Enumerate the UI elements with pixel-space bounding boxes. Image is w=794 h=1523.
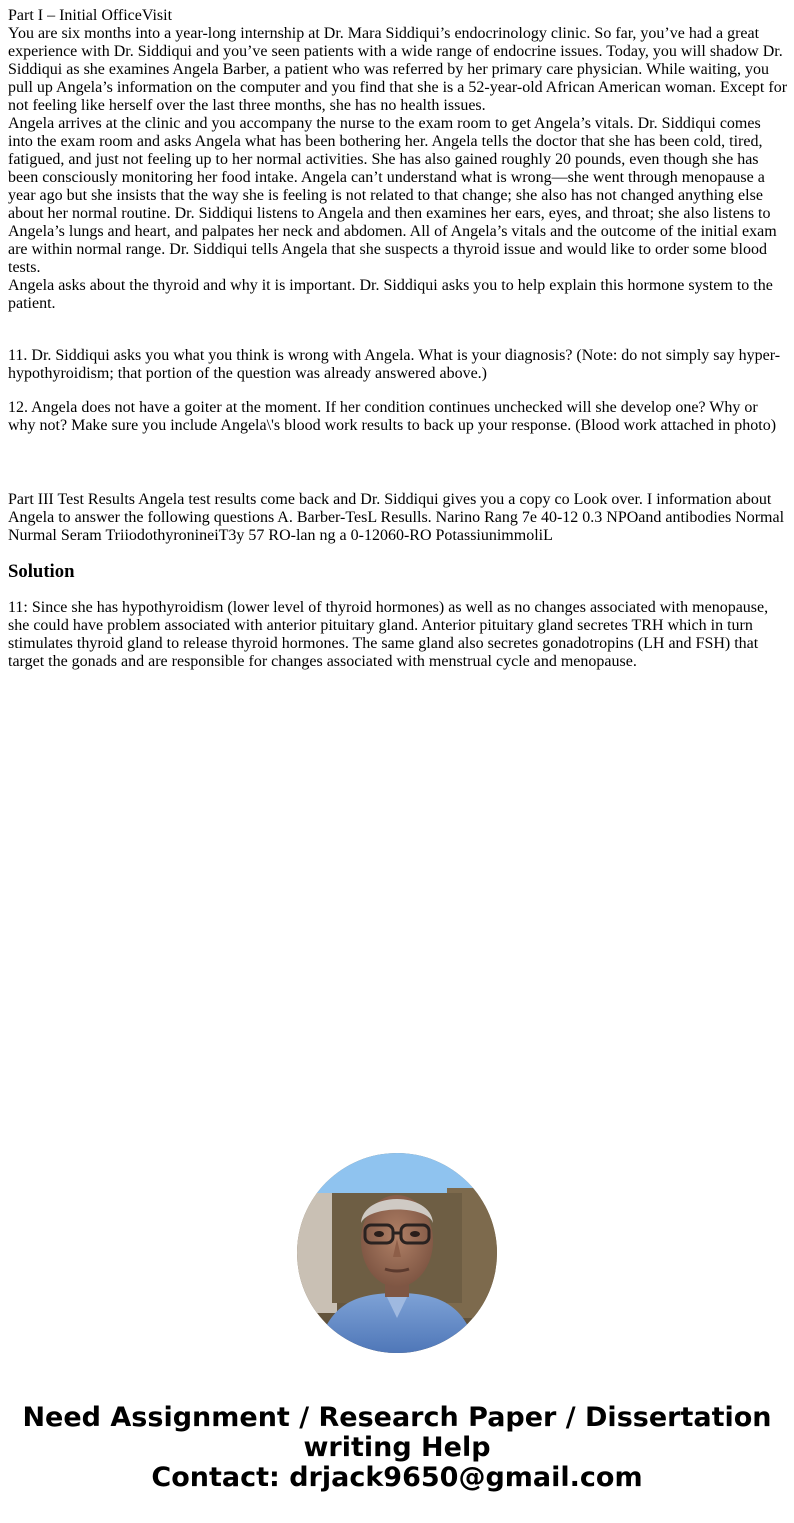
banner-line-1: Need Assignment / Research Paper / Dissertation xyxy=(22,1402,772,1433)
part1-paragraph-intro: You are six months into a year-long internship at Dr. Mara Siddiqui’s endocrinology clinic. So far, you’ve had a great experience with Dr. Siddiqui and you’ve seen patients with a wide range of endocrine issues. Today, you will shadow Dr. Siddiqui as she examines Angela Barber, a patient who was referred by her primary care physician. While waiting, you pull up Angela’s information on the computer and you find that she is a 52-year-old African American woman. Except for not feeling like herself over the last three months, she has no health issues. xyxy=(8,25,788,114)
author-portrait-image xyxy=(297,1153,497,1353)
spacer xyxy=(8,451,788,491)
contact-email: Contact: drjack9650@gmail.com xyxy=(151,1462,643,1493)
part1-paragraph-thyroid: Angela asks about the thyroid and why it is important. Dr. Siddiqui asks you to help explain this hormone system to the patient. xyxy=(8,277,773,312)
spacer xyxy=(8,313,788,347)
question-12: 12. Angela does not have a goiter at the moment. If her condition continues unchecked will she develop one? Why or why not? Make sure you include Angela\'s blood work results to back up your response. (Blood work attached in photo) xyxy=(8,399,777,434)
part1-paragraph-visit: Angela arrives at the clinic and you accompany the nurse to the exam room to get Angela’s vitals. Dr. Siddiqui comes into the exam room and asks Angela what has been bothering her. Angela tells the doctor that she has been cold, tired, fatigued, and just not feeling up to her normal activities. She has also gained roughly 20 pounds, even though she has been consciously monitoring her food intake. Angela can’t understand what is wrong—she went through menopause a year ago but she insists that the way she is feeling is not related to that change; she also has not changed anything else about her normal routine. Dr. Siddiqui listens to Angela and then examines her ears, eyes, and throat; she also listens to Angela’s lungs and heart, and palpates her neck and abdomen. All of Angela’s vitals and the outcome of the initial exam are within normal range. Dr. Siddiqui tells Angela that she suspects a thyroid issue and would like to order some blood tests. xyxy=(8,115,777,276)
part3-test-results: Part III Test Results Angela test results come back and Dr. Siddiqui gives you a copy co Look over. I information about Angela to answer the following questions A. Barber-TesL Resulls. Narino Rang 7e 40-12 0.3 NPOand antibodies Normal Nurmal Seram TriiodothyronineiT3y 57 RO-lan ng a 0-12060-RO PotassiunimmoliL xyxy=(8,491,785,544)
question-11: 11. Dr. Siddiqui asks you what you think is wrong with Angela. What is your diagnosis? (Note: do not simply say hyper-hypothyroidism; that portion of the question was already answered above.) xyxy=(8,347,781,382)
banner-line-2: writing Help xyxy=(303,1432,491,1463)
document-body xyxy=(8,7,788,671)
author-avatar xyxy=(297,1153,497,1353)
contact-banner xyxy=(0,1403,794,1493)
part1-heading: Part I – Initial OfficeVisit xyxy=(8,7,173,24)
solution-heading: Solution xyxy=(8,561,75,582)
solution-answer: 11: Since she has hypothyroidism (lower level of thyroid hormones) as well as no changes associated with menopause, she could have problem associated with anterior pituitary gland. Anterior pituitary gland secretes TRH which in turn stimulates thyroid gland to release thyroid hormones. The same gland also secretes gonadotropins (LH and FSH) that target the gonads and are responsible for changes associated with menstrual cycle and menopause. xyxy=(8,599,769,670)
